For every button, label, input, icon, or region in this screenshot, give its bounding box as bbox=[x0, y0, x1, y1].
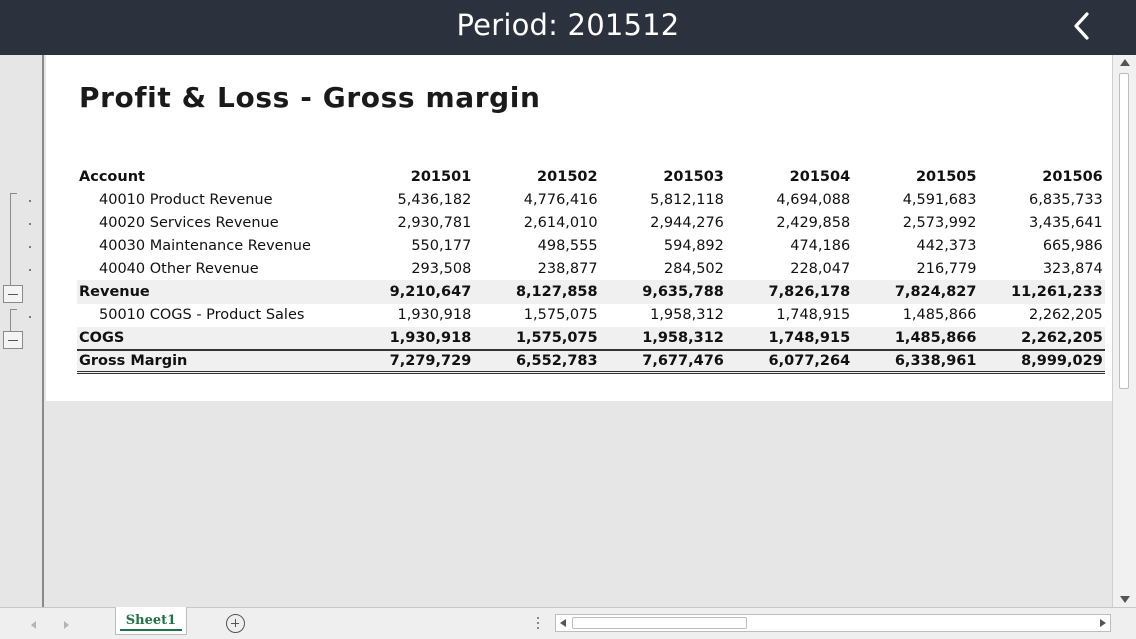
scroll-left-icon[interactable] bbox=[560, 619, 566, 627]
cell-account[interactable]: COGS bbox=[77, 327, 347, 350]
sheet-tab-bar bbox=[0, 607, 1136, 639]
cell-value[interactable]: 216,779 bbox=[916, 260, 977, 277]
worksheet[interactable] bbox=[46, 55, 1112, 401]
cell-value[interactable]: 2,262,205 bbox=[1028, 307, 1103, 324]
table-row bbox=[77, 257, 1105, 280]
cell-value[interactable]: 474,186 bbox=[790, 237, 851, 254]
cell-value[interactable]: 8,999,029 bbox=[978, 350, 1104, 373]
cell-value[interactable]: 2,614,010 bbox=[523, 214, 598, 231]
table-row bbox=[77, 234, 1105, 257]
cell-value[interactable]: 8,127,858 bbox=[473, 280, 599, 303]
table-row bbox=[77, 211, 1105, 234]
cell-value[interactable]: 442,373 bbox=[916, 237, 977, 254]
cell-account[interactable]: Revenue bbox=[77, 280, 347, 303]
cell-value[interactable]: 2,573,992 bbox=[902, 214, 977, 231]
cell-value[interactable]: 1,748,915 bbox=[726, 327, 852, 350]
header-201501[interactable]: 201501 bbox=[410, 168, 472, 185]
table-header-row bbox=[77, 165, 1105, 188]
row-dot bbox=[29, 223, 31, 225]
cell-value[interactable]: 4,694,088 bbox=[776, 191, 851, 208]
tab-splitter-handle[interactable] bbox=[537, 617, 540, 631]
cell-value[interactable]: 1,930,918 bbox=[347, 327, 473, 350]
cell-value[interactable]: 4,776,416 bbox=[523, 191, 598, 208]
cell-value[interactable]: 3,435,641 bbox=[1028, 214, 1103, 231]
cell-value[interactable]: 5,812,118 bbox=[650, 191, 724, 208]
cell-value[interactable]: 2,944,276 bbox=[650, 214, 724, 231]
cell-value[interactable]: 6,835,733 bbox=[1028, 191, 1103, 208]
cell-account[interactable]: 50010 COGS - Product Sales bbox=[99, 307, 305, 324]
header-201506[interactable]: 201506 bbox=[1042, 168, 1103, 185]
cell-value[interactable]: 6,077,264 bbox=[726, 350, 852, 373]
cell-value[interactable]: 323,874 bbox=[1042, 260, 1103, 277]
table-row bbox=[77, 188, 1105, 211]
cell-value[interactable]: 1,930,918 bbox=[397, 307, 472, 324]
cell-account[interactable]: 40010 Product Revenue bbox=[99, 191, 273, 208]
cell-value[interactable]: 1,575,075 bbox=[473, 327, 599, 350]
vertical-scroll-thumb[interactable] bbox=[1119, 73, 1129, 389]
row-dot bbox=[29, 316, 31, 318]
scroll-up-icon[interactable] bbox=[1120, 59, 1130, 66]
pl-table bbox=[77, 165, 1105, 374]
cell-value[interactable]: 7,677,476 bbox=[600, 350, 726, 373]
top-bar bbox=[0, 0, 1136, 55]
row-dot bbox=[29, 269, 31, 271]
cell-value[interactable]: 7,279,729 bbox=[347, 350, 473, 373]
report-title: Profit & Loss - Gross margin bbox=[79, 81, 541, 114]
cell-value[interactable]: 1,575,075 bbox=[523, 307, 598, 324]
row-dot bbox=[29, 200, 31, 202]
header-201504[interactable]: 201504 bbox=[789, 168, 851, 185]
period-title: Period: 201512 bbox=[456, 8, 680, 42]
cell-value[interactable]: 1,958,312 bbox=[600, 327, 726, 350]
cell-value[interactable]: 550,177 bbox=[411, 237, 472, 254]
collapse-cogs-button[interactable] bbox=[3, 331, 23, 349]
cell-value[interactable]: 284,502 bbox=[663, 260, 724, 277]
cell-value[interactable]: 2,429,858 bbox=[776, 214, 851, 231]
cell-value[interactable]: 665,986 bbox=[1042, 237, 1103, 254]
cell-value[interactable]: 9,210,647 bbox=[347, 280, 473, 303]
horizontal-scrollbar[interactable] bbox=[555, 614, 1111, 632]
cell-value[interactable]: 7,826,178 bbox=[726, 280, 852, 303]
cell-value[interactable]: 498,555 bbox=[537, 237, 598, 254]
cell-value[interactable]: 238,877 bbox=[537, 260, 598, 277]
cell-account[interactable]: 40040 Other Revenue bbox=[99, 260, 259, 277]
cell-value[interactable]: 1,958,312 bbox=[650, 307, 724, 324]
cell-value[interactable]: 5,436,182 bbox=[397, 191, 472, 208]
collapse-revenue-button[interactable] bbox=[3, 285, 23, 303]
total-row-gross-margin bbox=[77, 350, 1105, 373]
plus-circle-icon[interactable] bbox=[226, 614, 245, 633]
prev-sheet-icon[interactable] bbox=[31, 621, 36, 629]
cell-value[interactable]: 4,591,683 bbox=[902, 191, 977, 208]
scroll-right-icon[interactable] bbox=[1100, 619, 1106, 627]
header-201503[interactable]: 201503 bbox=[663, 168, 724, 185]
cell-account[interactable]: 40020 Services Revenue bbox=[99, 214, 279, 231]
group-bracket-revenue bbox=[10, 193, 17, 288]
cell-value[interactable]: 9,635,788 bbox=[600, 280, 726, 303]
cell-value[interactable]: 1,748,915 bbox=[776, 307, 851, 324]
cell-value[interactable]: 1,485,866 bbox=[902, 307, 977, 324]
chevron-left-icon[interactable] bbox=[1070, 10, 1094, 42]
cell-value[interactable]: 1,485,866 bbox=[852, 327, 978, 350]
cell-value[interactable]: 6,552,783 bbox=[473, 350, 599, 373]
sheet-tab-sheet1[interactable]: Sheet1 bbox=[115, 607, 187, 635]
header-201502[interactable]: 201502 bbox=[537, 168, 598, 185]
subtotal-row-cogs bbox=[77, 327, 1105, 350]
outline-gutter bbox=[0, 55, 44, 607]
cell-value[interactable]: 2,262,205 bbox=[978, 327, 1104, 350]
subtotal-row-revenue bbox=[77, 280, 1105, 303]
cell-value[interactable]: 594,892 bbox=[663, 237, 724, 254]
header-201505[interactable]: 201505 bbox=[915, 168, 977, 185]
cell-value[interactable]: 7,824,827 bbox=[852, 280, 978, 303]
next-sheet-icon[interactable] bbox=[64, 621, 69, 629]
scroll-down-icon[interactable] bbox=[1120, 596, 1130, 603]
row-dot bbox=[29, 246, 31, 248]
cell-account[interactable]: Gross Margin bbox=[77, 350, 347, 373]
header-account[interactable]: Account bbox=[79, 168, 145, 185]
vertical-scrollbar[interactable] bbox=[1112, 55, 1136, 607]
cell-value[interactable]: 11,261,233 bbox=[978, 280, 1104, 303]
cell-account[interactable]: 40030 Maintenance Revenue bbox=[99, 237, 311, 254]
cell-value[interactable]: 6,338,961 bbox=[852, 350, 978, 373]
cell-value[interactable]: 2,930,781 bbox=[397, 214, 472, 231]
cell-value[interactable]: 228,047 bbox=[790, 260, 851, 277]
table-row bbox=[77, 304, 1105, 327]
horizontal-scroll-thumb[interactable] bbox=[572, 617, 747, 629]
cell-value[interactable]: 293,508 bbox=[411, 260, 472, 277]
